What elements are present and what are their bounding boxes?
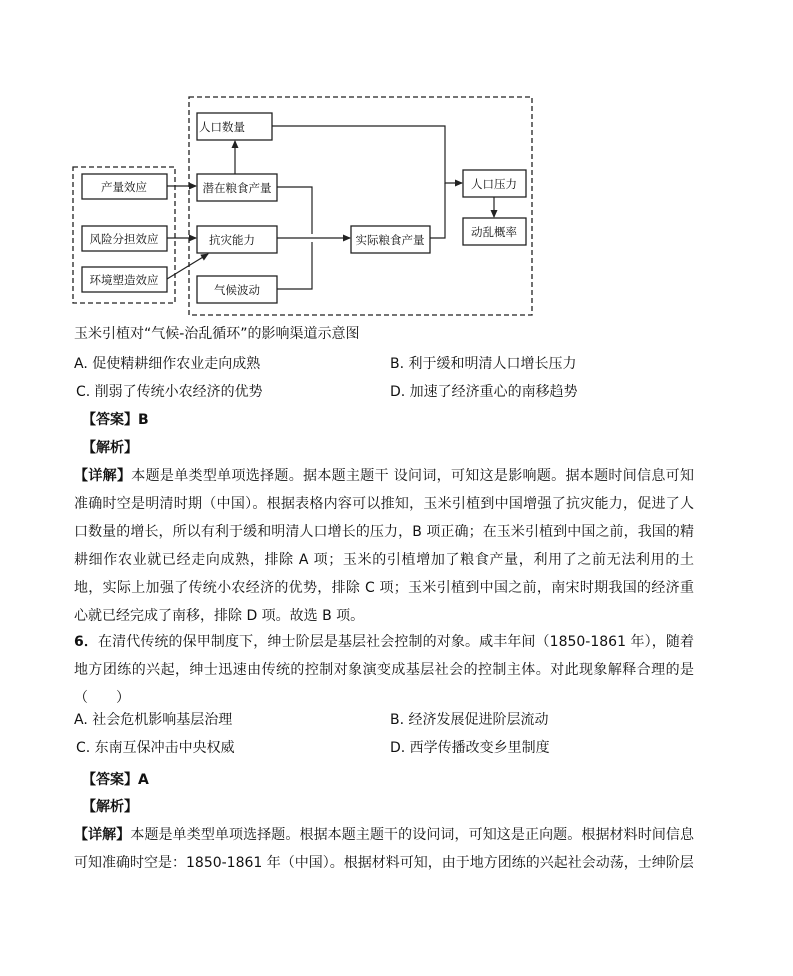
q6-number: 6． [74, 634, 98, 650]
q5-option-a: A. 促使精耕细作农业走向成熟 [74, 356, 261, 372]
q5-detail [74, 462, 694, 630]
q5-answer-value: B [138, 412, 149, 428]
arrow-actual-to-pressure [430, 183, 445, 238]
maize-influence-diagram [72, 96, 542, 316]
arrow-population-to-pressure [272, 126, 462, 183]
arrow-potential-to-actual [277, 187, 312, 234]
q5-detail-label: 【详解】 [74, 468, 132, 484]
q6-option-c: C. 东南互保冲击中央权威 [76, 740, 235, 756]
q5-answer [82, 410, 149, 430]
label-unrest: 动乱概率 [471, 225, 517, 239]
arrow-env-to-resistance [167, 254, 208, 279]
q6-answer [82, 770, 149, 790]
label-disaster-resistance: 抗灾能力 [209, 233, 255, 247]
q6-detail-text: 本题是单类型单项选择题。根据本题主题干的设问词，可知这是正向题。根据材料时间信息可知准确时空是：1850-1861 年（中国）。根据材料可知，由于地方团练的兴起社会动荡，士绅阶层 [74, 827, 695, 871]
q6-analysis-label: 【解析】 [82, 799, 138, 815]
q5-option-d: D. 加速了经济重心的南移趋势 [390, 384, 578, 400]
diagram-caption: 玉米引植对“气候-治乱循环”的影响渠道示意图 [74, 326, 360, 342]
label-actual-yield: 实际粮食产量 [355, 233, 425, 247]
q6-option-a: A. 社会危机影响基层治理 [74, 712, 233, 728]
q6-option-b: B. 经济发展促进阶层流动 [390, 712, 549, 728]
q5-option-c: C. 削弱了传统小农经济的优势 [76, 384, 263, 400]
label-climate: 气候波动 [214, 283, 260, 297]
label-potential-yield: 潜在粮食产量 [202, 181, 272, 195]
arrow-climate-to-actual [277, 242, 312, 289]
q6-answer-label: 【答案】 [82, 772, 138, 788]
label-output-effect: 产量效应 [101, 180, 147, 194]
q5-analysis-label: 【解析】 [82, 440, 138, 456]
q6-detail [74, 821, 694, 877]
q5-answer-label: 【答案】 [82, 412, 138, 428]
label-risk-effect: 风险分担效应 [89, 232, 159, 246]
q6-option-d: D. 西学传播改变乡里制度 [390, 740, 550, 756]
q5-option-b: B. 利于缓和明清人口增长压力 [390, 356, 577, 372]
q6-detail-label: 【详解】 [74, 827, 131, 843]
label-pop-pressure: 人口压力 [471, 177, 517, 191]
q6-stem-text: 在清代传统的保甲制度下，绅士阶层是基层社会控制的对象。咸丰年间（1850-1861 年），随着地方团练的兴起，绅士迅速由传统的控制对象演变成基层社会的控制主体。对此现象解释合理的是（ ） [74, 634, 694, 706]
q5-detail-text: 本题是单类型单项选择题。据本题主题干 设问词，可知这是影响题。据本题时间信息可知准确时空是明清时期（中国）。根据表格内容可以推知，玉米引植到中国增强了抗灾能力，促进了人口数量的增长，所以有利于缓和明清人口增长的压力，B 项正确；在玉米引植到中国之前，我国的精耕细作农业就已经走向成熟，排除 A 项；玉米的引植增加了粮食产量，利用了之前无法利用的土地，实际上加强了传统小农经济的优势，排除 C 项；玉米引植到中国之前，南宋时期我国的经济重心就已经完成了南移，排除 D 项。故选 B 项。 [74, 468, 695, 624]
label-env-effect: 环境塑造效应 [89, 273, 159, 287]
label-population: 人口数量 [199, 120, 245, 134]
q6-stem [74, 628, 694, 712]
q6-answer-value: A [138, 772, 149, 788]
